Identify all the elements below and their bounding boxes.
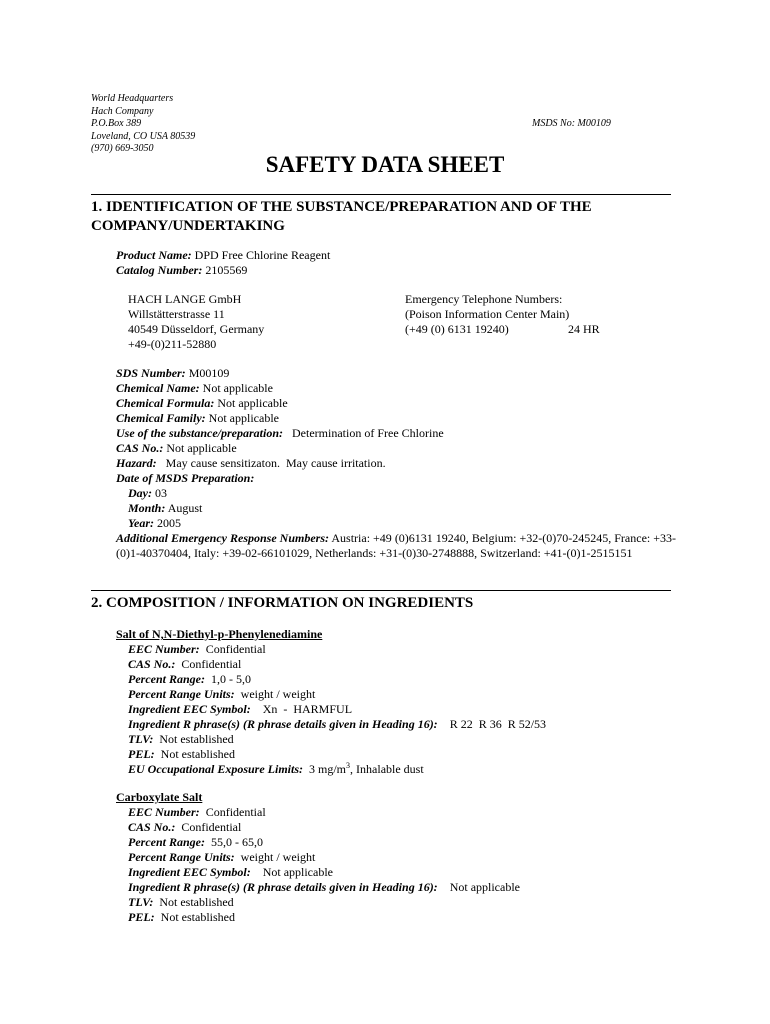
- field-label: Use of the substance/preparation:: [116, 426, 284, 440]
- field-value: Determination of Free Chlorine: [283, 426, 444, 440]
- emergency-hours: 24 HR: [568, 322, 600, 336]
- date-row: [116, 501, 444, 516]
- address-line: 40549 Düsseldorf, Germany: [128, 322, 265, 336]
- product-info: [116, 248, 330, 278]
- field-row: [116, 835, 520, 850]
- field-label: TLV:: [128, 732, 154, 746]
- field-label: EEC Number:: [128, 642, 200, 656]
- date-label: Day:: [128, 486, 152, 500]
- page-title: SAFETY DATA SHEET: [265, 152, 505, 177]
- date-value: 2005: [154, 516, 181, 530]
- field-value: weight / weight: [234, 850, 316, 864]
- field-row: [116, 732, 546, 747]
- ingredient-name: Carboxylate Salt: [116, 790, 203, 804]
- header-line: Hach Company: [91, 105, 154, 117]
- field-value: Xn - HARMFUL: [250, 702, 353, 716]
- field-label: CAS No.:: [128, 820, 176, 834]
- field-value: Not established: [154, 747, 235, 761]
- field-label: Ingredient EEC Symbol:: [128, 865, 251, 879]
- field-label: PEL:: [128, 910, 155, 924]
- field-value: Not applicable: [437, 880, 520, 894]
- field-label: Percent Range:: [128, 835, 205, 849]
- additional-emergency-value: Austria: +49 (0)6131 19240, Belgium: +32-(0)70-245245, France: +33-(0)1-40370404, Italy: +39-02-66101029, Netherlands: +31-(0)30-2748888, Switzerland: +41-(0)1-2515151: [116, 531, 676, 560]
- field-row: [116, 880, 520, 895]
- field-value: 55,0 - 65,0: [205, 835, 263, 849]
- field-label: TLV:: [128, 895, 154, 909]
- catalog-number-value: 2105569: [202, 263, 248, 277]
- field-row: [116, 396, 444, 411]
- field-row: [116, 426, 444, 441]
- field-value: May cause sensitizaton. May cause irritation.: [156, 456, 386, 470]
- field-value: Confidential: [175, 657, 242, 671]
- product-name-value: DPD Free Chlorine Reagent: [191, 248, 331, 262]
- ingredient-2: [116, 790, 520, 925]
- msds-number: MSDS No: M00109: [532, 118, 611, 129]
- field-value: R 22 R 36 R 52/53: [437, 717, 547, 731]
- field-label: Percent Range Units:: [128, 687, 235, 701]
- field-row: [116, 687, 546, 702]
- emergency-contacts: [405, 292, 569, 337]
- section-divider: [91, 590, 671, 591]
- field-value: Not established: [154, 910, 235, 924]
- field-row: [116, 717, 546, 732]
- address-line: Willstätterstrasse 11: [128, 307, 225, 321]
- header-line: Loveland, CO USA 80539: [91, 130, 196, 142]
- field-row: [116, 820, 520, 835]
- header-line: P.O.Box 389: [91, 118, 142, 129]
- field-label: Percent Range Units:: [128, 850, 235, 864]
- field-label: EEC Number:: [128, 805, 200, 819]
- ingredient-1: [116, 627, 546, 777]
- address-line: +49-(0)211-52880: [128, 337, 217, 351]
- field-row: [116, 441, 444, 456]
- field-row: [116, 895, 520, 910]
- date-row: [116, 486, 444, 501]
- field-row: [116, 471, 444, 486]
- address-line: HACH LANGE GmbH: [128, 292, 242, 306]
- catalog-number-row: [116, 263, 330, 278]
- product-name-label: Product Name:: [116, 248, 192, 262]
- date-label: Year:: [128, 516, 154, 530]
- eu-exposure-row: [116, 762, 546, 777]
- eu-exposure-label: EU Occupational Exposure Limits:: [128, 762, 304, 776]
- field-value: M00109: [185, 366, 230, 380]
- identification-fields: [116, 366, 444, 531]
- emergency-line: (Poison Information Center Main): [405, 307, 570, 321]
- field-row: [116, 672, 546, 687]
- date-value: August: [165, 501, 203, 515]
- section-1-heading: [91, 198, 671, 236]
- field-row: [116, 865, 520, 880]
- field-value: Not applicable: [205, 411, 279, 425]
- eu-exposure-value: 3 mg/m: [303, 762, 347, 776]
- company-address-block: [91, 93, 195, 156]
- field-row: [116, 642, 546, 657]
- field-label: CAS No.:: [128, 657, 176, 671]
- field-value: Confidential: [199, 642, 266, 656]
- field-row: [116, 850, 520, 865]
- field-label: Ingredient R phrase(s) (R phrase details given in Heading 16):: [128, 880, 438, 894]
- field-label: Hazard:: [116, 456, 157, 470]
- field-label: Ingredient EEC Symbol:: [128, 702, 251, 716]
- field-row: [116, 411, 444, 426]
- field-row: [116, 702, 546, 717]
- field-label: PEL:: [128, 747, 155, 761]
- date-row: [116, 516, 444, 531]
- field-label: CAS No.:: [116, 441, 164, 455]
- field-label: Chemical Formula:: [116, 396, 215, 410]
- section-1-heading-line2: COMPANY/UNDERTAKING: [91, 218, 285, 234]
- field-row: [116, 381, 444, 396]
- field-row: [116, 456, 444, 471]
- product-name-row: [116, 248, 330, 263]
- emergency-line: Emergency Telephone Numbers:: [405, 292, 563, 306]
- field-row: [116, 657, 546, 672]
- field-row: [116, 747, 546, 762]
- additional-emergency-label: Additional Emergency Response Numbers:: [116, 531, 330, 545]
- field-label: Ingredient R phrase(s) (R phrase details given in Heading 16):: [128, 717, 438, 731]
- date-value: 03: [152, 486, 167, 500]
- field-row: [116, 805, 520, 820]
- field-label: Date of MSDS Preparation:: [116, 471, 255, 485]
- additional-emergency-numbers: [116, 531, 676, 561]
- field-value: Not applicable: [250, 865, 333, 879]
- field-label: Chemical Name:: [116, 381, 200, 395]
- field-row: [116, 366, 444, 381]
- field-value: Not established: [153, 732, 234, 746]
- header-line: (970) 669-3050: [91, 143, 154, 154]
- field-value: Not applicable: [199, 381, 273, 395]
- field-label: Chemical Family:: [116, 411, 206, 425]
- date-label: Month:: [128, 501, 166, 515]
- supplier-address: [128, 292, 264, 352]
- field-value: weight / weight: [234, 687, 316, 701]
- eu-exposure-suffix: , Inhalable dust: [350, 762, 424, 776]
- field-row: [116, 910, 520, 925]
- emergency-line: (+49 (0) 6131 19240): [405, 322, 509, 336]
- section-divider: [91, 194, 671, 195]
- section-1-heading-line1: 1. IDENTIFICATION OF THE SUBSTANCE/PREPARATION AND OF THE: [91, 199, 592, 215]
- field-label: Percent Range:: [128, 672, 205, 686]
- field-value: Confidential: [199, 805, 266, 819]
- header-line: World Headquarters: [91, 93, 174, 104]
- field-label: SDS Number:: [116, 366, 186, 380]
- field-value: Not established: [153, 895, 234, 909]
- field-value: 1,0 - 5,0: [205, 672, 251, 686]
- field-value: Not applicable: [163, 441, 237, 455]
- field-value: Confidential: [175, 820, 242, 834]
- section-2-heading: 2. COMPOSITION / INFORMATION ON INGREDIENTS: [91, 595, 474, 611]
- eu-exposure-superscript: 3: [346, 761, 351, 770]
- field-value: Not applicable: [214, 396, 288, 410]
- catalog-number-label: Catalog Number:: [116, 263, 203, 277]
- ingredient-name: Salt of N,N-Diethyl-p-Phenylenediamine: [116, 627, 323, 641]
